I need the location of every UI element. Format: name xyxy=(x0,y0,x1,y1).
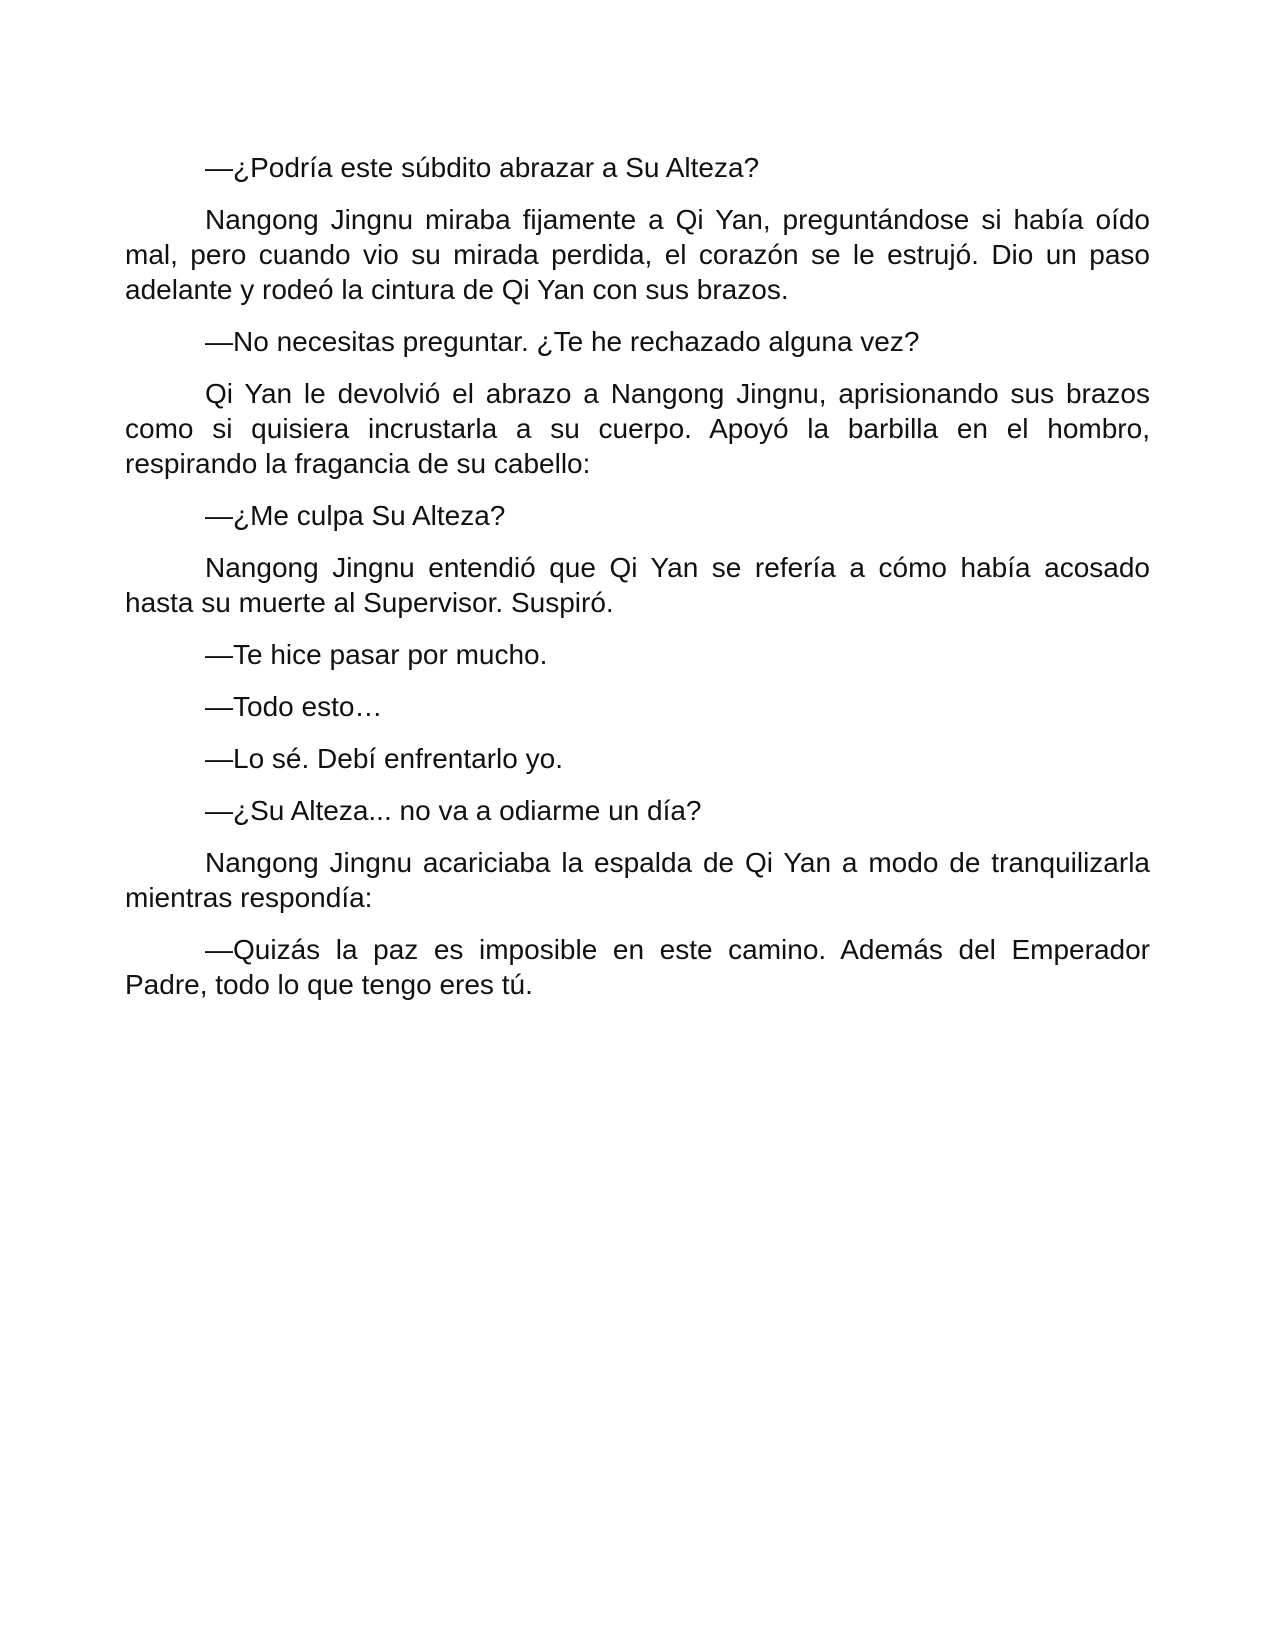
paragraph: —Todo esto… xyxy=(205,691,383,722)
paragraph: —¿Me culpa Su Alteza? xyxy=(205,500,506,531)
paragraph: —¿Su Alteza... no va a odiarme un día? xyxy=(205,795,702,826)
paragraph: Nangong Jingnu miraba fijamente a Qi Yan, preguntándose si había oído mal, pero cuando vio su mirada perdida, el corazón se le estrujó. Dio un paso adelante y rodeó la cintura de Qi Yan con sus brazos. xyxy=(125,204,1150,305)
paragraph: —Lo sé. Debí enfrentarlo yo. xyxy=(205,743,563,774)
paragraph: —No necesitas preguntar. ¿Te he rechazado alguna vez? xyxy=(205,326,920,357)
paragraph: Nangong Jingnu acariciaba la espalda de Qi Yan a modo de tranquilizarla mientras respondía: xyxy=(125,847,1150,913)
paragraph: —¿Podría este súbdito abrazar a Su Alteza? xyxy=(205,152,760,183)
document-page xyxy=(125,150,1150,1019)
paragraph: —Te hice pasar por mucho. xyxy=(205,639,548,670)
paragraph: Nangong Jingnu entendió que Qi Yan se refería a cómo había acosado hasta su muerte al Supervisor. Suspiró. xyxy=(125,552,1150,618)
paragraph: Qi Yan le devolvió el abrazo a Nangong Jingnu, aprisionando sus brazos como si quisiera incrustarla a su cuerpo. Apoyó la barbilla en el hombro, respirando la fragancia de su cabello: xyxy=(125,378,1150,479)
paragraph: —Quizás la paz es imposible en este camino. Además del Emperador Padre, todo lo que tengo eres tú. xyxy=(125,934,1150,1000)
